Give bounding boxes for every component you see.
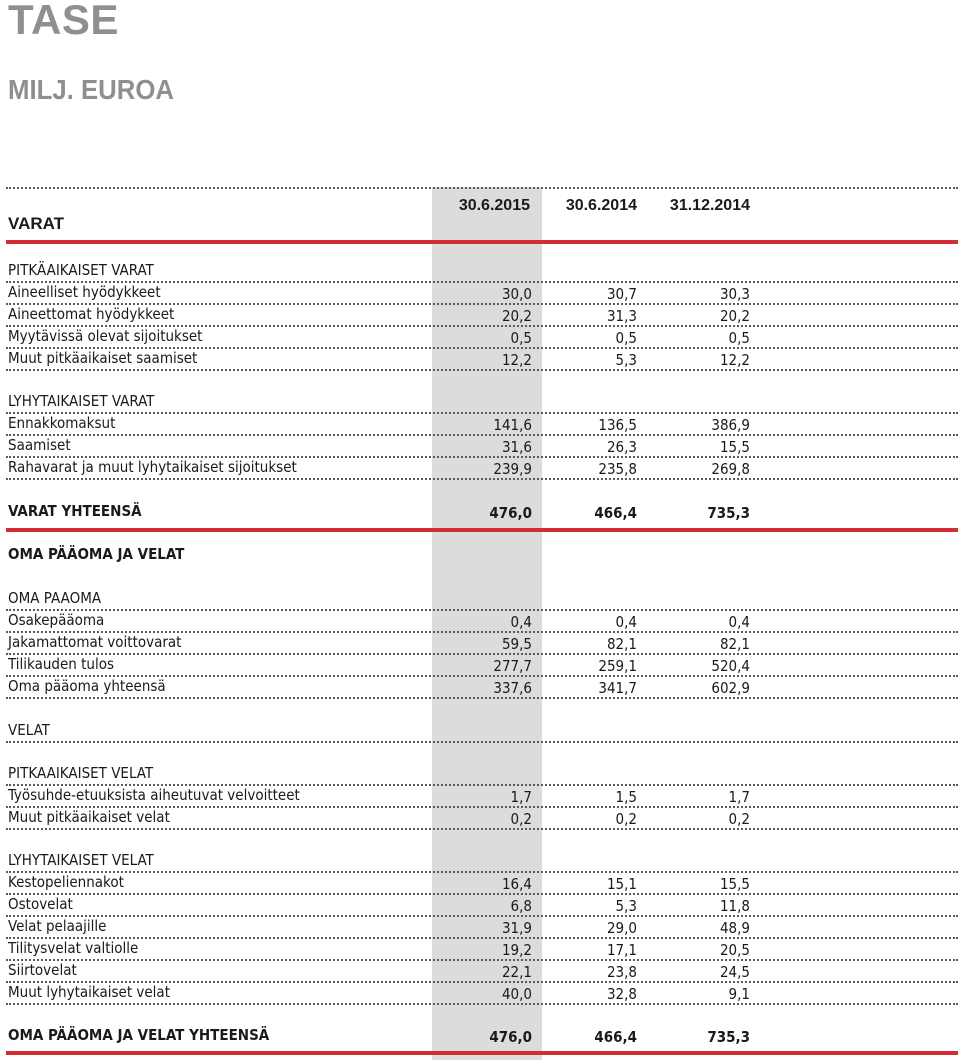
row-value: 12,2 — [501, 351, 532, 369]
row-label: Myytävissä olevat sijoitukset — [8, 327, 203, 345]
row-value: 476,0 — [489, 1028, 532, 1046]
row-value: 16,4 — [501, 875, 532, 893]
row-value: 0,4 — [510, 613, 532, 631]
row-value: 277,7 — [493, 657, 532, 675]
row-value: 82,1 — [719, 635, 750, 653]
row-label: Muut pitkäaikaiset saamiset — [8, 349, 198, 367]
row-value: 520,4 — [711, 657, 750, 675]
table-row — [6, 500, 958, 522]
row-value: 48,9 — [719, 919, 750, 937]
row-value: 9,1 — [728, 985, 750, 1003]
column-header-2014-june: 30.6.2014 — [565, 197, 637, 214]
row-value: 235,8 — [598, 460, 637, 478]
assets-heading: VARAT — [8, 214, 65, 233]
row-value: 24,5 — [719, 963, 750, 981]
row-label: OMA PÄÄOMA JA VELAT — [8, 545, 185, 563]
row-value: 30,0 — [501, 285, 532, 303]
page-subtitle: MILJ. EUROA — [8, 74, 175, 105]
table-row — [6, 653, 958, 677]
row-value: 31,3 — [606, 307, 637, 325]
row-label: OMA PAAOMA — [8, 589, 102, 607]
row-label: Rahavarat ja muut lyhytaikaiset sijoitukset — [8, 458, 297, 476]
row-value: 5,3 — [615, 351, 637, 369]
row-value: 239,9 — [493, 460, 532, 478]
table-row — [6, 806, 958, 830]
table-row — [6, 609, 958, 633]
row-value: 259,1 — [598, 657, 637, 675]
table-row — [6, 981, 958, 1005]
row-value: 31,6 — [501, 438, 532, 456]
row-label: Tilikauden tulos — [8, 655, 114, 673]
table-row — [6, 587, 958, 611]
row-value: 0,5 — [728, 329, 750, 347]
row-label: Siirtovelat — [8, 961, 77, 979]
table-row — [6, 849, 958, 873]
row-value: 337,6 — [493, 679, 532, 697]
row-label: Velat pelaajille — [8, 917, 107, 935]
row-value: 0,4 — [615, 613, 637, 631]
row-value: 11,8 — [719, 897, 750, 915]
table-row — [6, 915, 958, 939]
row-value: 59,5 — [501, 635, 532, 653]
row-value: 20,5 — [719, 941, 750, 959]
column-header-2014-dec: 31.12.2014 — [669, 197, 750, 214]
row-label: Muut pitkäaikaiset velat — [8, 808, 170, 826]
row-value: 466,4 — [594, 504, 637, 522]
table-row — [6, 259, 958, 283]
row-value: 22,1 — [501, 963, 532, 981]
row-value: 20,2 — [501, 307, 532, 325]
row-value: 32,8 — [606, 985, 637, 1003]
table-row — [6, 893, 958, 917]
row-value: 26,3 — [606, 438, 637, 456]
row-value: 0,2 — [728, 810, 750, 828]
table-row — [6, 719, 958, 743]
table-row — [6, 456, 958, 480]
row-value: 386,9 — [711, 416, 750, 434]
row-value: 1,5 — [615, 788, 637, 806]
row-value: 17,1 — [606, 941, 637, 959]
table-row — [6, 434, 958, 458]
table-row — [6, 303, 958, 327]
total-red-rule — [6, 528, 958, 532]
row-value: 20,2 — [719, 307, 750, 325]
table-row — [6, 959, 958, 983]
row-label: Ennakkomaksut — [8, 414, 116, 432]
table-row — [6, 347, 958, 371]
header-red-rule — [6, 240, 958, 244]
row-label: Muut lyhytaikaiset velat — [8, 983, 170, 1001]
row-value: 30,3 — [719, 285, 750, 303]
table-row — [6, 675, 958, 699]
row-value: 141,6 — [493, 416, 532, 434]
row-label: Ostovelat — [8, 895, 73, 913]
table-row — [6, 281, 958, 305]
row-value: 31,9 — [501, 919, 532, 937]
row-value: 466,4 — [594, 1028, 637, 1046]
row-label: PITKAAIKAISET VELAT — [8, 764, 154, 782]
row-label: Jakamattomat voittovarat — [8, 633, 182, 651]
row-value: 735,3 — [707, 1028, 750, 1046]
table-row — [6, 543, 958, 565]
row-value: 15,1 — [606, 875, 637, 893]
row-value: 5,3 — [615, 897, 637, 915]
row-label: Aineettomat hyödykkeet — [8, 305, 175, 323]
row-value: 30,7 — [606, 285, 637, 303]
row-value: 602,9 — [711, 679, 750, 697]
table-row — [6, 784, 958, 808]
row-value: 735,3 — [707, 504, 750, 522]
row-value: 15,5 — [719, 875, 750, 893]
column-header-2015: 30.6.2015 — [458, 197, 530, 214]
row-label: LYHYTAIKAISET VELAT — [8, 851, 154, 869]
row-label: Tilitysvelat valtiolle — [8, 939, 139, 957]
table-row — [6, 937, 958, 961]
row-label: Oma pääoma yhteensä — [8, 677, 166, 695]
row-value: 0,2 — [510, 810, 532, 828]
table-row — [6, 412, 958, 436]
row-value: 0,5 — [510, 329, 532, 347]
row-value: 136,5 — [598, 416, 637, 434]
row-label: Saamiset — [8, 436, 71, 454]
row-value: 1,7 — [510, 788, 532, 806]
page-title: TASE — [8, 0, 119, 43]
row-label: Työsuhde-etuuksista aiheutuvat velvoitteet — [8, 786, 300, 804]
row-value: 341,7 — [598, 679, 637, 697]
row-value: 23,8 — [606, 963, 637, 981]
row-label: LYHYTAIKAISET VARAT — [8, 392, 155, 410]
row-value: 0,5 — [615, 329, 637, 347]
row-value: 29,0 — [606, 919, 637, 937]
row-label: PITKÄAIKAISET VARAT — [8, 261, 154, 279]
row-label: VELAT — [8, 721, 50, 739]
row-value: 40,0 — [501, 985, 532, 1003]
table-row — [6, 631, 958, 655]
table-row — [6, 871, 958, 895]
row-label: Kestopeliennakot — [8, 873, 124, 891]
row-label: OMA PÄÄOMA JA VELAT YHTEENSÄ — [8, 1026, 270, 1044]
row-label: Aineelliset hyödykkeet — [8, 283, 161, 301]
top-dotted-rule — [6, 187, 958, 189]
table-row — [6, 325, 958, 349]
row-label: Osakepääoma — [8, 611, 105, 629]
row-value: 1,7 — [728, 788, 750, 806]
total-red-rule — [6, 1051, 958, 1055]
row-value: 0,4 — [728, 613, 750, 631]
row-value: 0,2 — [615, 810, 637, 828]
row-value: 269,8 — [711, 460, 750, 478]
row-value: 15,5 — [719, 438, 750, 456]
row-value: 6,8 — [510, 897, 532, 915]
row-value: 476,0 — [489, 504, 532, 522]
row-value: 12,2 — [719, 351, 750, 369]
table-row — [6, 1024, 958, 1046]
row-label: VARAT YHTEENSÄ — [8, 502, 142, 520]
table-row — [6, 762, 958, 786]
row-value: 19,2 — [501, 941, 532, 959]
row-value: 82,1 — [606, 635, 637, 653]
table-row — [6, 390, 958, 414]
